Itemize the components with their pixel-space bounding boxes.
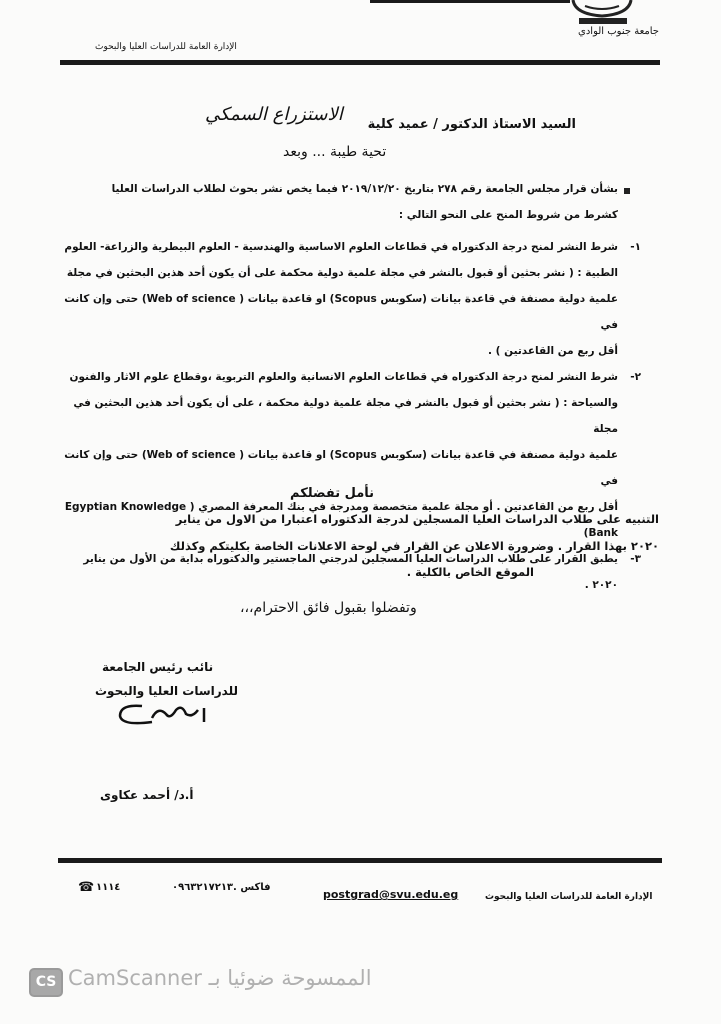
header-divider <box>60 60 660 65</box>
item-line: والسياحة : ( نشر بحثين أو قبول بالنشر في مجلة علمية دولية محكمة ، على أن يكون أحد هذين البحثين في مجلة <box>73 397 618 435</box>
header-department: الإدارة العامة للدراسات العليا والبحوث <box>95 42 237 52</box>
item-line <box>58 364 641 390</box>
signature <box>112 700 212 730</box>
item-number: ٣- <box>630 553 641 565</box>
footer-fax: فاكس .٠٩٦٣٢١٧٢١٣ <box>172 882 271 893</box>
item-line-text: يطبق القرار على طلاب الدراسات العليا المسجلين لدرجتي الماجستير والدكتوراه بداية من الأول من يناير ٢٠٢٠ . <box>83 553 618 591</box>
item-line-text: شرط النشر لمنح درجة الدكتوراه في قطاعات العلوم الاساسية والهندسية - العلوم البيطرية والزراعة- العلوم <box>64 241 618 253</box>
footer-divider <box>58 858 662 863</box>
item-line-text: شرط النشر لمنح درجة الدكتوراه في قطاعات العلوم الانسانية والعلوم التربوية ،وقطاع علوم الاثار والفنون <box>69 371 618 383</box>
item-line: علمية دولية مصنفة في قاعدة بيانات (سكوبس Scopus) او قاعدة بيانات ( Web of science) حتى وإن كانت في <box>64 293 618 331</box>
request-line: الموقع الخاص بالكلية . <box>406 565 534 579</box>
footer-email[interactable]: postgrad@svu.edu.eg <box>323 888 459 901</box>
item-line: أقل ربع من القاعدتين ) . <box>488 345 618 357</box>
footer-department: الإدارة العامة للدراسات العليا والبحوث <box>485 892 653 902</box>
signatory-name: أ.د/ أحمد عكاوى <box>100 788 194 802</box>
request-line: التنبيه على طلاب الدراسات العليا المسجلين لدرجة الدكتوراه اعتبارا من الاول من يناير <box>175 512 659 526</box>
request-title: نأمل تفضلكم <box>290 486 375 501</box>
footer-phone: ١١١٤ <box>96 882 121 893</box>
item-line: علمية دولية مصنفة في قاعدة بيانات (سكوبس Scopus) او قاعدة بيانات ( Web of science) حتى وإن كانت في <box>64 449 618 487</box>
closing: وتفضلوا بقبول فائق الاحترام،،، <box>240 600 417 616</box>
intro-line: كشرط من شروط المنح على النحو التالي : <box>398 209 618 221</box>
item-number: ١- <box>630 241 641 253</box>
university-name: جامعة جنوب الوادي <box>578 26 659 37</box>
greeting: تحية طيبة ... وبعد <box>283 144 387 160</box>
item-number: ٢- <box>630 371 641 383</box>
camscanner-badge: CS <box>29 968 63 997</box>
camscanner-watermark: الممسوحة ضوئيا بـ CamScanner <box>68 966 372 990</box>
university-logo <box>565 0 640 26</box>
addressee: السيد الاستاذ الدكتور / عميد كلية <box>367 117 576 132</box>
signatory-title: نائب رئيس الجامعة <box>102 660 214 674</box>
request-body <box>52 506 659 586</box>
intro-line: بشأن قرار مجلس الجامعة رقم ٢٧٨ بتاريخ ٢٠١٩/١٢/٢٠ فيما يخص نشر بحوث لطلاب الدراسات العليا <box>111 183 618 195</box>
item-line: الطبية : ( نشر بحثين أو قبول بالنشر في مجلة علمية دولية محكمة على أن يكون أحد هذين البحثين في مجلة <box>66 267 618 279</box>
addressee-handwritten: الاستزراع السمكي <box>205 104 343 125</box>
item-line <box>58 234 641 260</box>
signatory-title: للدراسات العليا والبحوث <box>95 684 238 698</box>
request-line: ٢٠٢٠ بهذا القرار . وضرورة الاعلان عن القرار في لوحة الاعلانات الخاصة بكليتكم وكذلك <box>169 538 659 553</box>
item-line: أقل ربع من القاعدتين . أو مجلة علمية متخصصة ومدرجة في بنك المعرفة المصري ( Egyptian Knowledge Bank) <box>64 501 618 539</box>
header-top-line <box>370 0 570 3</box>
phone-icon: ☎ <box>78 880 95 895</box>
